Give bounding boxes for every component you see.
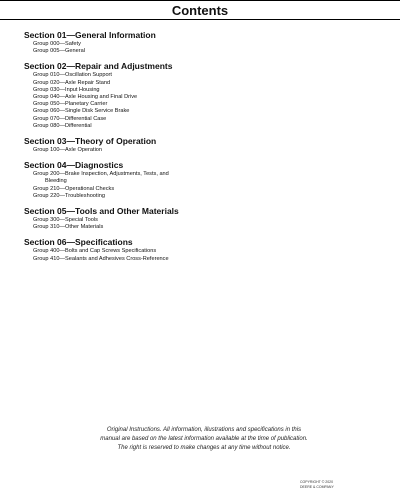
group-070-link[interactable]: Group 070—Differential Case xyxy=(33,115,107,122)
group-000-link[interactable]: Group 000—Safety xyxy=(33,41,81,47)
group-010-link[interactable]: Group 010—Oscillation Support xyxy=(33,72,112,79)
group-080-link[interactable]: Group 080—Differential xyxy=(33,122,92,129)
section-title: Section 02—Repair and Adjustments xyxy=(24,61,173,72)
section-04 xyxy=(24,160,384,200)
contents-header xyxy=(0,0,400,20)
table-of-contents xyxy=(24,30,384,269)
group-005-link[interactable]: Group 005—General xyxy=(33,48,85,55)
group-220-link[interactable]: Group 220—Troubleshooting xyxy=(33,192,105,199)
group-100-link[interactable]: Group 100—Axle Operation xyxy=(33,147,103,154)
page-title: Contents xyxy=(171,3,229,18)
group-210-link[interactable]: Group 210—Operational Checks xyxy=(33,185,115,192)
section-title: Section 05—Tools and Other Materials xyxy=(24,206,179,217)
group-410-link[interactable]: Group 410—Sealants and Adhesives Cross-Reference xyxy=(33,255,169,262)
group-310-link[interactable]: Group 310—Other Materials xyxy=(33,224,104,231)
group-200-label-continuation: Bleeding xyxy=(45,178,67,185)
copyright-notice xyxy=(300,480,334,489)
section-title: Section 04—Diagnostics xyxy=(24,160,124,171)
group-030-link[interactable]: Group 030—Input Housing xyxy=(33,86,100,93)
footer-line-2: manual are based on the latest information available at the time of publication. xyxy=(100,436,308,442)
footer-notice xyxy=(70,426,338,453)
section-title: Section 03—Theory of Operation xyxy=(24,136,157,147)
section-03 xyxy=(24,136,384,154)
copyright-line-1: COPYRIGHT © 2020 xyxy=(300,480,334,484)
section-05 xyxy=(24,206,384,231)
section-01 xyxy=(24,30,384,55)
section-06 xyxy=(24,237,384,262)
group-040-link[interactable]: Group 040—Axle Housing and Final Drive xyxy=(33,94,138,101)
footer-line-3: The right is reserved to make changes at any time without notice. xyxy=(117,445,291,451)
copyright-line-2: DEERE & COMPANY xyxy=(300,484,334,489)
group-200-link[interactable] xyxy=(24,171,384,185)
group-060-link[interactable]: Group 060—Single Disk Service Brake xyxy=(33,108,130,115)
section-title: Section 06—Specifications xyxy=(24,237,133,248)
section-title: Section 01—General Information xyxy=(24,30,156,40)
footer-line-1: Original Instructions. All information, illustrations and specifications in this xyxy=(106,427,302,433)
group-300-link[interactable]: Group 300—Special Tools xyxy=(33,217,98,224)
section-02 xyxy=(24,61,384,130)
group-050-link[interactable]: Group 050—Planetary Carrier xyxy=(33,101,108,108)
group-400-link[interactable]: Group 400—Bolts and Cap Screws Specifications xyxy=(33,248,157,255)
group-020-link[interactable]: Group 020—Axle Repair Stand xyxy=(33,79,111,86)
group-200-label: Group 200—Brake Inspection, Adjustments, Tests, and xyxy=(33,171,169,178)
